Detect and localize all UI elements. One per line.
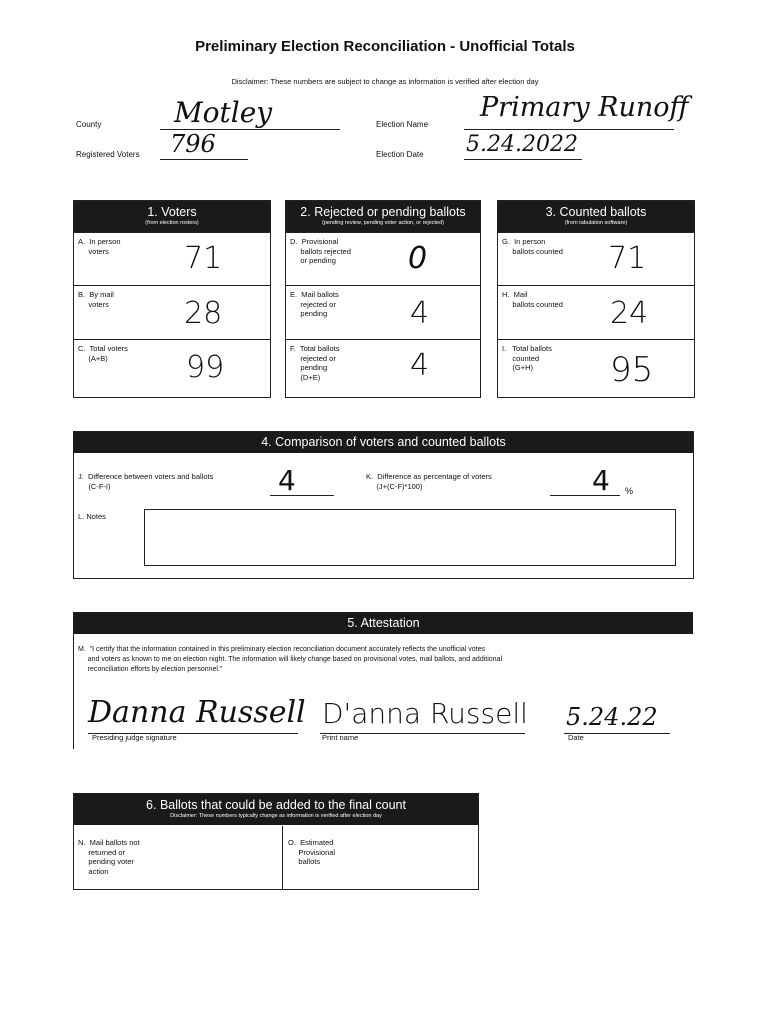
page-title: Preliminary Election Reconciliation - Unofficial Totals <box>195 38 575 55</box>
counted-box <box>497 200 695 398</box>
row-b-value[interactable]: 28 <box>184 296 223 331</box>
row-g-value[interactable]: 71 <box>608 241 647 276</box>
divider <box>282 826 283 889</box>
added-subtitle: Disclaimer: These numbers typically change as information is verified after election day <box>170 813 382 819</box>
rejected-box <box>285 200 481 398</box>
rejected-subtitle: (pending review, pending voter action, or rejected) <box>322 220 444 226</box>
signature-field[interactable] <box>88 695 306 734</box>
percent-unit: % <box>625 486 634 496</box>
rejected-title: 2. Rejected or pending ballots <box>300 205 466 219</box>
registered-voters-value: 796 <box>170 130 216 158</box>
row-i-value[interactable]: 95 <box>610 350 654 390</box>
signature-label: Presiding judge signature <box>92 733 177 742</box>
row-g <box>498 232 694 285</box>
row-f-label: F. Total ballots rejected or pending (D+E) <box>290 344 340 382</box>
voters-title: 1. Voters <box>147 205 197 219</box>
added-section <box>73 793 479 890</box>
registered-voters-field[interactable] <box>160 130 248 160</box>
counted-subtitle: (from tabulation software) <box>564 220 628 226</box>
attestation-statement: M. "I certify that the information contained in this preliminary election reconciliation document accurately reflects the unofficial votes and voters as known to me on election night. The information will likely change based on provisional votes, mail ballots, and additional reconciliation efforts by election personnel." <box>78 646 502 673</box>
row-e-value[interactable]: 4 <box>410 296 430 331</box>
voters-header <box>74 201 270 232</box>
row-c-label: C. Total voters (A+B) <box>78 344 128 363</box>
attestation-title: 5. Attestation <box>74 613 693 634</box>
row-f <box>286 339 480 397</box>
election-date-label: Election Date <box>376 150 424 159</box>
comparison-title: 4. Comparison of voters and counted ballots <box>74 432 693 453</box>
print-name-label: Print name <box>322 733 359 742</box>
county-value: Motley <box>174 96 273 129</box>
row-c <box>74 339 270 397</box>
voters-box <box>73 200 271 398</box>
row-k-label: K. Difference as percentage of voters (J+(C-F)*100) <box>366 472 492 491</box>
row-c-value[interactable]: 99 <box>186 350 225 385</box>
row-f-value[interactable]: 4 <box>410 348 430 383</box>
signature-value: Danna Russell <box>88 695 306 730</box>
row-o-label: O. Estimated Provisional ballots <box>288 838 336 866</box>
row-d-label: D. Provisional ballots rejected or pending <box>290 237 351 265</box>
election-date-field[interactable] <box>464 134 582 160</box>
row-j-value: 4 <box>278 464 296 497</box>
row-j-label: J. Difference between voters and ballots (C-F-I) <box>78 472 214 491</box>
row-g-label: G. In person ballots counted <box>502 237 563 256</box>
row-k-value: 4 <box>592 464 610 497</box>
row-e-label: E. Mail ballots rejected or pending <box>290 290 339 318</box>
voters-subtitle: (from election rosters) <box>145 220 199 226</box>
comparison-section <box>73 431 694 579</box>
row-j-field[interactable] <box>270 464 334 497</box>
election-date-value: 5.24.2022 <box>466 132 578 157</box>
disclaimer: Disclaimer: These numbers are subject to change as information is verified after election day <box>231 77 539 86</box>
row-h <box>498 285 694 339</box>
date-value: 5.24.22 <box>566 703 658 731</box>
added-header <box>74 794 478 825</box>
attestation-section <box>73 612 693 749</box>
print-name-field[interactable] <box>320 697 528 734</box>
row-n-label: N. Mail ballots not returned or pending voter action <box>78 838 140 876</box>
row-b <box>74 285 270 339</box>
row-k-field[interactable] <box>550 464 620 497</box>
row-a-value[interactable]: 71 <box>184 241 223 276</box>
row-h-label: H. Mail ballots counted <box>502 290 563 309</box>
row-a-label: A. In person voters <box>78 237 121 256</box>
row-b-label: B. By mail voters <box>78 290 114 309</box>
notes-field[interactable] <box>144 509 676 566</box>
counted-header <box>498 201 694 232</box>
rejected-header <box>286 201 480 232</box>
print-name-value: D'anna Russell <box>322 697 528 730</box>
election-name-value: Primary Runoff <box>480 92 689 123</box>
county-label: County <box>76 120 102 129</box>
row-e <box>286 285 480 339</box>
row-d-value[interactable]: 0 <box>408 241 428 276</box>
row-a <box>74 232 270 285</box>
row-h-value[interactable]: 24 <box>610 296 649 331</box>
row-d <box>286 232 480 285</box>
election-name-label: Election Name <box>376 120 429 129</box>
notes-label: L. Notes <box>78 512 106 521</box>
row-i-label: I. Total ballots counted (G+H) <box>502 344 552 372</box>
date-label: Date <box>568 733 584 742</box>
date-field[interactable] <box>564 705 670 734</box>
counted-title: 3. Counted ballots <box>545 205 647 219</box>
election-name-field[interactable] <box>464 92 689 130</box>
registered-voters-label: Registered Voters <box>76 150 140 159</box>
row-i <box>498 339 694 397</box>
added-title: 6. Ballots that could be added to the final count <box>146 798 406 812</box>
county-field[interactable] <box>160 98 340 130</box>
